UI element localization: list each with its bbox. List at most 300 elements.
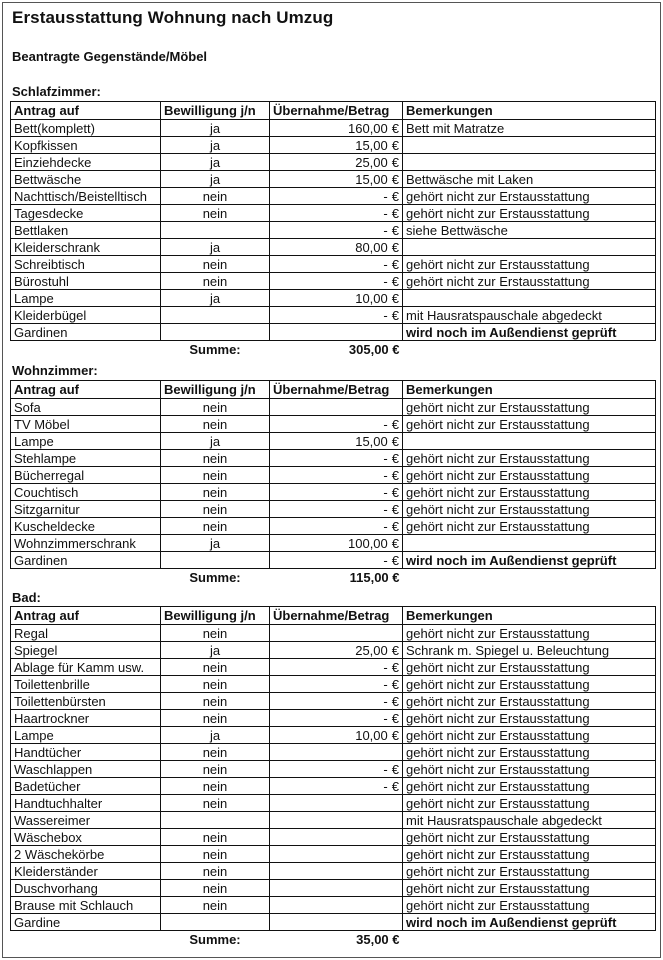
cell-remark: gehört nicht zur Erstausstattung: [403, 484, 656, 501]
cell-approval: nein: [161, 659, 270, 676]
cell-approval: [161, 222, 270, 239]
cell-approval: [161, 324, 270, 341]
cell-remark: Bettwäsche mit Laken: [403, 171, 656, 188]
cell-approval: ja: [161, 239, 270, 256]
cell-item: Wäschebox: [11, 829, 161, 846]
cell-item: Lampe: [11, 727, 161, 744]
sum-spacer: [11, 931, 161, 948]
table-row: [11, 307, 656, 324]
table-row: [11, 501, 656, 518]
currency-symbol: €: [391, 552, 399, 568]
amount-value: -: [383, 659, 388, 675]
cell-amount: [270, 880, 403, 897]
cell-approval: nein: [161, 880, 270, 897]
cell-remark: gehört nicht zur Erstausstattung: [403, 416, 656, 433]
amount-value: -: [383, 484, 388, 500]
table-row: [11, 433, 656, 450]
amount-value: -: [383, 467, 388, 483]
cell-remark: Bett mit Matratze: [403, 120, 656, 137]
table-row: [11, 710, 656, 727]
currency-symbol: €: [391, 205, 399, 221]
cell-item: Waschlappen: [11, 761, 161, 778]
cell-approval: ja: [161, 290, 270, 307]
cell-approval: nein: [161, 416, 270, 433]
cell-item: 2 Wäschekörbe: [11, 846, 161, 863]
cell-amount: [270, 795, 403, 812]
cell-item: Bett(komplett): [11, 120, 161, 137]
table-header-row: [11, 607, 656, 625]
cell-amount: [270, 137, 403, 154]
amount-value: 15,00: [355, 171, 388, 187]
table-schlafzimmer: [10, 101, 656, 357]
amount-value: 15,00: [355, 137, 388, 153]
cell-item: Lampe: [11, 290, 161, 307]
currency-symbol: €: [391, 761, 399, 777]
amount-value: 100,00: [348, 535, 388, 551]
cell-item: Badetücher: [11, 778, 161, 795]
currency-symbol: €: [391, 137, 399, 153]
cell-item: Kleiderbügel: [11, 307, 161, 324]
cell-approval: ja: [161, 120, 270, 137]
sum-spacer-right: [403, 931, 656, 948]
cell-approval: ja: [161, 137, 270, 154]
table-wohnzimmer: [10, 380, 656, 585]
table-row: [11, 518, 656, 535]
header-bemerkungen: Bemerkungen: [403, 381, 656, 399]
cell-remark: gehört nicht zur Erstausstattung: [403, 727, 656, 744]
cell-item: Einziehdecke: [11, 154, 161, 171]
section-label-wohnzimmer: Wohnzimmer:: [12, 363, 98, 378]
cell-approval: nein: [161, 467, 270, 484]
cell-approval: ja: [161, 535, 270, 552]
cell-remark: [403, 239, 656, 256]
currency-symbol: €: [391, 450, 399, 466]
cell-item: Stehlampe: [11, 450, 161, 467]
cell-amount: [270, 744, 403, 761]
cell-remark: [403, 433, 656, 450]
table-header-row: [11, 381, 656, 399]
cell-approval: nein: [161, 676, 270, 693]
document-subtitle: Beantragte Gegenstände/Möbel: [12, 49, 208, 64]
cell-item: Gardinen: [11, 324, 161, 341]
cell-amount: [270, 120, 403, 137]
cell-item: Spiegel: [11, 642, 161, 659]
cell-amount: [270, 205, 403, 222]
amount-value: 15,00: [355, 433, 388, 449]
table-row: [11, 897, 656, 914]
header-bewilligung: Bewilligung j/n: [161, 102, 270, 120]
cell-amount: [270, 324, 403, 341]
cell-remark: gehört nicht zur Erstausstattung: [403, 625, 656, 642]
cell-remark: gehört nicht zur Erstausstattung: [403, 693, 656, 710]
cell-item: Kleiderschrank: [11, 239, 161, 256]
currency-symbol: €: [391, 433, 399, 449]
cell-amount: [270, 625, 403, 642]
table-row: [11, 399, 656, 416]
amount-value: -: [383, 501, 388, 517]
cell-item: Nachttisch/Beistelltisch: [11, 188, 161, 205]
sum-spacer-right: [403, 341, 656, 358]
table-header-row: [11, 102, 656, 120]
cell-remark: gehört nicht zur Erstausstattung: [403, 863, 656, 880]
cell-item: Couchtisch: [11, 484, 161, 501]
cell-amount: [270, 659, 403, 676]
cell-item: Gardine: [11, 914, 161, 931]
currency-symbol: €: [391, 484, 399, 500]
cell-remark: gehört nicht zur Erstausstattung: [403, 761, 656, 778]
amount-value: -: [383, 222, 388, 238]
cell-amount: [270, 676, 403, 693]
cell-amount: [270, 399, 403, 416]
currency-symbol: €: [391, 120, 399, 136]
cell-amount: [270, 154, 403, 171]
currency-symbol: €: [391, 693, 399, 709]
currency-symbol: €: [391, 416, 399, 432]
currency-symbol: €: [391, 535, 399, 551]
sum-spacer-right: [403, 569, 656, 586]
cell-remark: gehört nicht zur Erstausstattung: [403, 450, 656, 467]
table-row: [11, 535, 656, 552]
cell-item: Lampe: [11, 433, 161, 450]
cell-approval: nein: [161, 256, 270, 273]
cell-remark: [403, 290, 656, 307]
currency-symbol: €: [391, 222, 399, 238]
table-bad: [10, 606, 656, 947]
cell-amount: [270, 761, 403, 778]
section-label-schlafzimmer: Schlafzimmer:: [12, 84, 101, 99]
cell-remark: gehört nicht zur Erstausstattung: [403, 846, 656, 863]
cell-amount: [270, 290, 403, 307]
cell-approval: nein: [161, 205, 270, 222]
cell-approval: nein: [161, 863, 270, 880]
cell-amount: [270, 450, 403, 467]
amount-value: -: [383, 693, 388, 709]
cell-item: Bettwäsche: [11, 171, 161, 188]
table-row: [11, 205, 656, 222]
table-row: [11, 154, 656, 171]
cell-approval: [161, 552, 270, 569]
cell-item: Duschvorhang: [11, 880, 161, 897]
sum-row: [11, 931, 656, 948]
cell-approval: nein: [161, 846, 270, 863]
header-antrag: Antrag auf: [11, 381, 161, 399]
header-antrag: Antrag auf: [11, 102, 161, 120]
table-row: [11, 727, 656, 744]
table-body: [11, 399, 656, 569]
cell-amount: [270, 222, 403, 239]
currency-symbol: €: [391, 154, 399, 170]
cell-remark: gehört nicht zur Erstausstattung: [403, 273, 656, 290]
cell-amount: [270, 416, 403, 433]
cell-remark: [403, 535, 656, 552]
cell-item: Haartrockner: [11, 710, 161, 727]
cell-approval: [161, 914, 270, 931]
cell-amount: [270, 914, 403, 931]
cell-amount: [270, 484, 403, 501]
cell-approval: nein: [161, 897, 270, 914]
table-row: [11, 290, 656, 307]
cell-approval: nein: [161, 761, 270, 778]
cell-approval: ja: [161, 433, 270, 450]
table-row: [11, 676, 656, 693]
cell-amount: [270, 710, 403, 727]
sum-label: Summe:: [189, 341, 241, 357]
table-row: [11, 239, 656, 256]
cell-remark: gehört nicht zur Erstausstattung: [403, 467, 656, 484]
cell-approval: nein: [161, 399, 270, 416]
cell-item: Brause mit Schlauch: [11, 897, 161, 914]
cell-amount: [270, 433, 403, 450]
cell-amount: [270, 829, 403, 846]
cell-remark: gehört nicht zur Erstausstattung: [403, 659, 656, 676]
table-row: [11, 914, 656, 931]
currency-symbol: €: [391, 171, 399, 187]
amount-value: 25,00: [355, 154, 388, 170]
cell-remark: [403, 137, 656, 154]
cell-remark: gehört nicht zur Erstausstattung: [403, 880, 656, 897]
currency-symbol: €: [391, 501, 399, 517]
cell-remark: gehört nicht zur Erstausstattung: [403, 399, 656, 416]
cell-remark: gehört nicht zur Erstausstattung: [403, 778, 656, 795]
cell-approval: nein: [161, 501, 270, 518]
table-row: [11, 625, 656, 642]
table-row: [11, 188, 656, 205]
cell-item: TV Möbel: [11, 416, 161, 433]
currency-symbol: €: [391, 273, 399, 289]
cell-item: Ablage für Kamm usw.: [11, 659, 161, 676]
cell-item: Kleiderständer: [11, 863, 161, 880]
table-row: [11, 416, 656, 433]
cell-amount: [270, 897, 403, 914]
table-row: [11, 795, 656, 812]
cell-amount: [270, 727, 403, 744]
header-bemerkungen: Bemerkungen: [403, 607, 656, 625]
cell-remark: gehört nicht zur Erstausstattung: [403, 795, 656, 812]
table-row: [11, 761, 656, 778]
table-row: [11, 880, 656, 897]
table-row: [11, 484, 656, 501]
cell-item: Toilettenbrille: [11, 676, 161, 693]
sum-label: Summe:: [189, 931, 241, 947]
cell-remark: wird noch im Außendienst geprüft: [403, 552, 656, 569]
currency-symbol: €: [391, 239, 399, 255]
table-row: [11, 552, 656, 569]
table-row: [11, 120, 656, 137]
table-row: [11, 642, 656, 659]
cell-approval: nein: [161, 484, 270, 501]
cell-remark: gehört nicht zur Erstausstattung: [403, 676, 656, 693]
cell-amount: [270, 552, 403, 569]
header-bewilligung: Bewilligung j/n: [161, 607, 270, 625]
amount-value: 10,00: [355, 727, 388, 743]
currency-symbol: €: [391, 642, 399, 658]
cell-approval: nein: [161, 744, 270, 761]
amount-value: -: [383, 273, 388, 289]
table-row: [11, 137, 656, 154]
amount-value: 25,00: [355, 642, 388, 658]
amount-value: 80,00: [355, 239, 388, 255]
currency-symbol: €: [391, 307, 399, 323]
cell-approval: ja: [161, 727, 270, 744]
amount-value: -: [383, 552, 388, 568]
header-bewilligung: Bewilligung j/n: [161, 381, 270, 399]
cell-remark: siehe Bettwäsche: [403, 222, 656, 239]
currency-symbol: €: [391, 467, 399, 483]
cell-item: Gardinen: [11, 552, 161, 569]
cell-item: Bücherregal: [11, 467, 161, 484]
cell-amount: [270, 239, 403, 256]
cell-approval: [161, 307, 270, 324]
table-body: [11, 625, 656, 931]
cell-remark: gehört nicht zur Erstausstattung: [403, 744, 656, 761]
amount-value: -: [383, 416, 388, 432]
cell-remark: gehört nicht zur Erstausstattung: [403, 188, 656, 205]
cell-approval: nein: [161, 778, 270, 795]
cell-amount: [270, 812, 403, 829]
table-row: [11, 693, 656, 710]
amount-value: -: [383, 778, 388, 794]
cell-remark: mit Hausratspauschale abgedeckt: [403, 307, 656, 324]
amount-value: -: [383, 450, 388, 466]
cell-amount: [270, 256, 403, 273]
cell-approval: ja: [161, 154, 270, 171]
table-row: [11, 778, 656, 795]
cell-remark: gehört nicht zur Erstausstattung: [403, 205, 656, 222]
cell-remark: gehört nicht zur Erstausstattung: [403, 501, 656, 518]
currency-symbol: €: [391, 676, 399, 692]
cell-approval: ja: [161, 171, 270, 188]
sum-row: [11, 569, 656, 586]
cell-approval: nein: [161, 829, 270, 846]
cell-remark: gehört nicht zur Erstausstattung: [403, 256, 656, 273]
cell-item: Regal: [11, 625, 161, 642]
cell-remark: gehört nicht zur Erstausstattung: [403, 897, 656, 914]
document-title: Erstausstattung Wohnung nach Umzug: [12, 8, 334, 27]
cell-approval: nein: [161, 710, 270, 727]
amount-value: -: [383, 676, 388, 692]
header-betrag: Übernahme/Betrag: [270, 607, 403, 625]
cell-item: Tagesdecke: [11, 205, 161, 222]
currency-symbol: €: [391, 727, 399, 743]
currency-symbol: €: [391, 518, 399, 534]
cell-item: Kuscheldecke: [11, 518, 161, 535]
section-label-bad: Bad:: [12, 590, 41, 605]
amount-value: 10,00: [355, 290, 388, 306]
amount-value: -: [383, 256, 388, 272]
table-row: [11, 222, 656, 239]
currency-symbol: €: [391, 710, 399, 726]
cell-amount: [270, 518, 403, 535]
sum-value: 305,00 €: [348, 341, 400, 357]
cell-approval: nein: [161, 188, 270, 205]
cell-item: Sitzgarnitur: [11, 501, 161, 518]
amount-value: -: [383, 761, 388, 777]
amount-value: -: [383, 188, 388, 204]
table-row: [11, 846, 656, 863]
cell-approval: nein: [161, 625, 270, 642]
cell-item: Wohnzimmerschrank: [11, 535, 161, 552]
cell-amount: [270, 642, 403, 659]
amount-value: -: [383, 307, 388, 323]
cell-amount: [270, 273, 403, 290]
cell-approval: nein: [161, 450, 270, 467]
table-row: [11, 659, 656, 676]
cell-approval: nein: [161, 273, 270, 290]
header-bemerkungen: Bemerkungen: [403, 102, 656, 120]
amount-value: -: [383, 710, 388, 726]
cell-approval: nein: [161, 693, 270, 710]
cell-item: Wassereimer: [11, 812, 161, 829]
sum-value: 35,00 €: [356, 931, 400, 947]
cell-remark: Schrank m. Spiegel u. Beleuchtung: [403, 642, 656, 659]
sum-spacer: [11, 341, 161, 358]
cell-item: Kopfkissen: [11, 137, 161, 154]
cell-amount: [270, 188, 403, 205]
cell-amount: [270, 307, 403, 324]
header-betrag: Übernahme/Betrag: [270, 102, 403, 120]
cell-amount: [270, 501, 403, 518]
cell-amount: [270, 171, 403, 188]
currency-symbol: €: [391, 778, 399, 794]
table-row: [11, 450, 656, 467]
cell-remark: gehört nicht zur Erstausstattung: [403, 518, 656, 535]
cell-remark: gehört nicht zur Erstausstattung: [403, 710, 656, 727]
cell-remark: mit Hausratspauschale abgedeckt: [403, 812, 656, 829]
header-betrag: Übernahme/Betrag: [270, 381, 403, 399]
cell-amount: [270, 535, 403, 552]
cell-item: Sofa: [11, 399, 161, 416]
table-row: [11, 273, 656, 290]
amount-value: -: [383, 518, 388, 534]
cell-approval: nein: [161, 795, 270, 812]
cell-approval: [161, 812, 270, 829]
cell-item: Bettlaken: [11, 222, 161, 239]
cell-amount: [270, 467, 403, 484]
table-row: [11, 324, 656, 341]
amount-value: -: [383, 205, 388, 221]
sum-row: [11, 341, 656, 358]
cell-amount: [270, 863, 403, 880]
cell-remark: wird noch im Außendienst geprüft: [403, 914, 656, 931]
cell-amount: [270, 693, 403, 710]
currency-symbol: €: [391, 188, 399, 204]
currency-symbol: €: [391, 659, 399, 675]
table-body: [11, 120, 656, 341]
cell-remark: wird noch im Außendienst geprüft: [403, 324, 656, 341]
table-row: [11, 829, 656, 846]
cell-item: Toilettenbürsten: [11, 693, 161, 710]
cell-amount: [270, 846, 403, 863]
table-row: [11, 863, 656, 880]
table-row: [11, 467, 656, 484]
table-row: [11, 171, 656, 188]
cell-item: Bürostuhl: [11, 273, 161, 290]
cell-item: Schreibtisch: [11, 256, 161, 273]
table-row: [11, 256, 656, 273]
sum-value: 115,00 €: [349, 569, 400, 585]
sum-label: Summe:: [189, 569, 241, 585]
cell-item: Handtuchhalter: [11, 795, 161, 812]
cell-approval: nein: [161, 518, 270, 535]
cell-remark: gehört nicht zur Erstausstattung: [403, 829, 656, 846]
header-antrag: Antrag auf: [11, 607, 161, 625]
cell-amount: [270, 778, 403, 795]
table-row: [11, 812, 656, 829]
sum-spacer: [11, 569, 161, 586]
cell-item: Handtücher: [11, 744, 161, 761]
table-row: [11, 744, 656, 761]
cell-approval: ja: [161, 642, 270, 659]
